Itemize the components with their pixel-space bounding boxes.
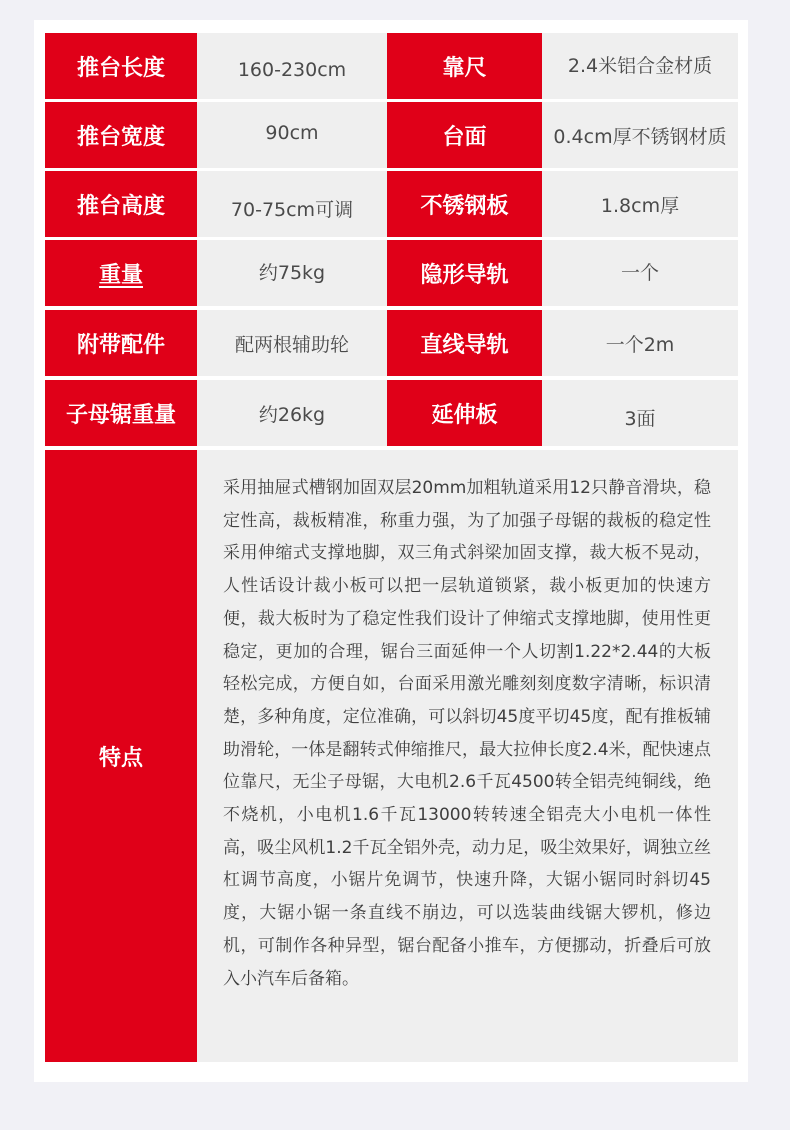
spec-label: 推台宽度: [45, 102, 197, 168]
features-cell: [197, 450, 738, 1062]
spec-value: 约26kg: [197, 380, 387, 446]
spec-row: [45, 171, 738, 237]
spec-value: 3面: [542, 380, 738, 446]
spec-value: 约75kg: [197, 240, 387, 306]
features-row: [45, 450, 738, 1062]
features-label: 特点: [45, 450, 197, 1062]
spec-label: 直线导轨: [387, 310, 542, 376]
spec-label: 子母锯重量: [45, 380, 197, 446]
spec-value: 配两根辅助轮: [197, 310, 387, 376]
spec-row: [45, 240, 738, 306]
spec-value: 0.4cm厚不锈钢材质: [542, 102, 738, 168]
spec-value: 90cm: [197, 102, 387, 168]
spec-row: [45, 33, 738, 99]
spec-label: 靠尺: [387, 33, 542, 99]
spec-table-card: [34, 20, 748, 1082]
spec-label: 附带配件: [45, 310, 197, 376]
spec-row: [45, 310, 738, 376]
spec-label: 延伸板: [387, 380, 542, 446]
spec-label: 推台长度: [45, 33, 197, 99]
spec-value: 一个2m: [542, 310, 738, 376]
spec-value: 70-75cm可调: [197, 171, 387, 237]
spec-value: 160-230cm: [197, 33, 387, 99]
spec-value: 一个: [542, 240, 738, 306]
spec-row: [45, 102, 738, 168]
spec-label: 隐形导轨: [387, 240, 542, 306]
spec-row: [45, 380, 738, 446]
spec-label: 不锈钢板: [387, 171, 542, 237]
features-text: 采用抽屉式槽钢加固双层20mm加粗轨道采用12只静音滑块，稳定性高，裁板精准，称重力强，为了加强子母锯的裁板的稳定性采用伸缩式支撑地脚，双三角式斜梁加固支撑，裁大板不晃动，人性话设计裁小板可以把一层轨道锁紧，裁小板更加的快速方便，裁大板时为了稳定性我们设计了伸缩式支撑地脚，使用性更稳定，更加的合理，锯台三面延伸一个人切割1.22*2.44的大板轻松完成，方便自如，台面采用激光雕刻刻度数字清晰，标识清楚，多种角度，定位准确，可以斜切45度平切45度，配有推板辅助滑轮，一体是翻转式伸缩推尺，最大拉伸长度2.4米，配快速点位靠尺，无尘子母锯，大电机2.6千瓦4500转全铝壳纯铜线，绝不烧机，小电机1.6千瓦13000转转速全铝壳大小电机一体性高，吸尘风机1.2千瓦全铝外壳，动力足，吸尘效果好，调独立丝杠调节高度，小锯片免调节，快速升降，大锯小锯同时斜切45度，大锯小锯一条直线不崩边，可以选装曲线锯大锣机，修边机，可制作各种异型，锯台配备小推车，方便挪动，折叠后可放入小汽车后备箱。: [223, 478, 711, 989]
spec-label: 台面: [387, 102, 542, 168]
spec-label: 推台高度: [45, 171, 197, 237]
spec-label-text: 重量: [98, 262, 143, 288]
spec-label: [45, 240, 197, 306]
spec-value: 1.8cm厚: [542, 171, 738, 237]
spec-value: 2.4米铝合金材质: [542, 33, 738, 99]
